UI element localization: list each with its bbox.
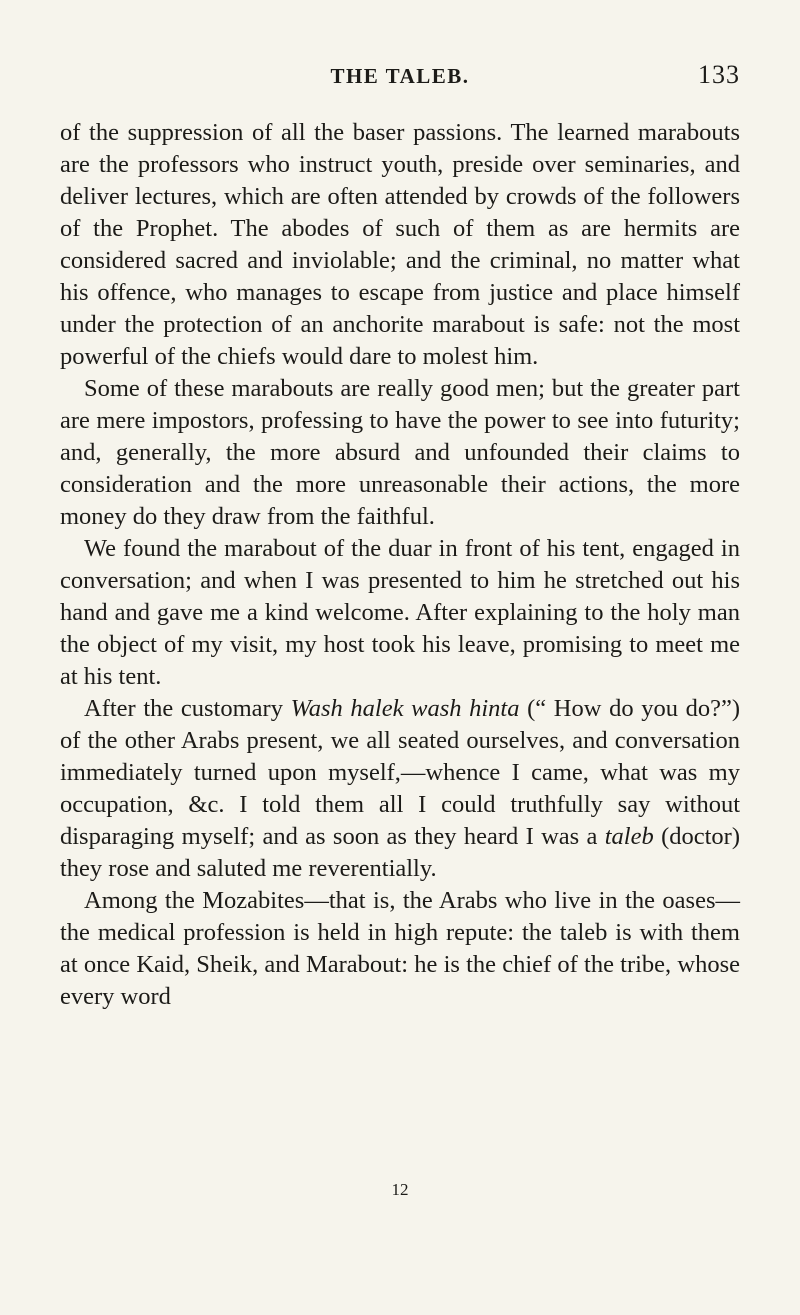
body-text [60,117,740,1013]
paragraph-text: of the suppression of all the baser passions. The learned marabouts are the professors who instruct youth, preside over seminaries, and deliver lectures, which are often attended by crowds of the followers of the Prophet. The abodes of such of them as are hermits are considered sacred and inviolable; and the criminal, no matter what his offence, who manages to escape from justice and place himself under the protection of an anchorite marabout is safe: not the most powerful of the chiefs would dare to molest him. [60,119,740,370]
italic-arabic-greeting: Wash halek wash hinta [290,695,520,722]
paragraph-text: (doctor) they rose and saluted me reverentially. [60,823,740,882]
signature-mark: 12 [391,1180,409,1199]
paragraph-3 [60,533,740,693]
paragraph-text: After the customary [84,695,291,722]
paragraph-5 [60,885,740,1013]
page-number: 133 [698,60,740,89]
paragraph-text: Some of these marabouts are really good men; but the greater part are mere impostors, professing to have the power to see into futurity; and, generally, the more absurd and unfounded their claims to consideration and the more unreasonable their actions, the more money do they draw from the faithful. [60,375,740,530]
paragraph-text: We found the marabout of the duar in front of his tent, engaged in conversation; and when I was presented to him he stretched out his hand and gave me a kind welcome. After explaining to the holy man the object of my visit, my host took his leave, promising to meet me at his tent. [60,535,740,690]
paragraph-text: Among the Mozabites—that is, the Arabs who live in the oases—the medical profession is held in high repute: the taleb is with them at once Kaid, Sheik, and Marabout: he is the chief of the tribe, whose every word [60,887,740,1010]
paragraph-2 [60,373,740,533]
running-head [60,60,740,98]
paragraph-text: (“ How do you do?”) of the other Arabs present, we all seated ourselves, and conversation immediately turned upon myself,—whence I came, what was my occupation, &c. I told them all I could truthfully say without disparaging myself; and as soon as they heard I was a [60,695,741,850]
paragraph-4 [60,693,740,885]
paragraph-1 [60,117,740,373]
italic-taleb: taleb [604,823,654,850]
running-title: THE TALEB. [330,64,470,88]
